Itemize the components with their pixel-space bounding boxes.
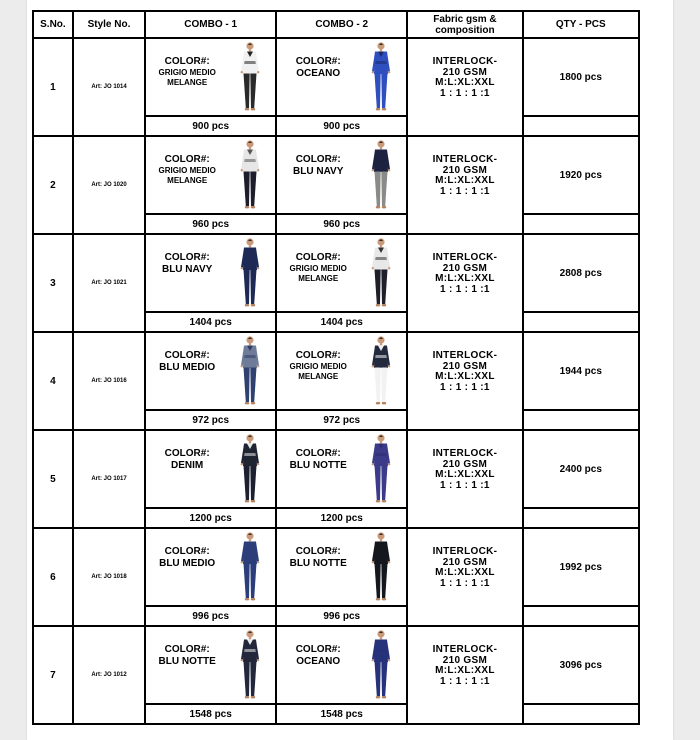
- fabric-line: INTERLOCK-: [432, 350, 498, 361]
- fabric-cell: [407, 234, 522, 332]
- qty-spacer: [523, 508, 639, 528]
- color-name: OCEANO: [296, 68, 341, 79]
- combo2-pcs: 900 pcs: [276, 116, 407, 136]
- qty-cell: 2400 pcs: [523, 430, 639, 508]
- fabric-line: 210 GSM: [442, 164, 488, 176]
- fabric-line: 210 GSM: [442, 360, 488, 372]
- fabric-line: 1 : 1 : 1 :1: [440, 381, 490, 393]
- style-number: Art: JO 1014: [73, 38, 145, 136]
- color-label: COLOR#:: [164, 448, 210, 459]
- combo-cell: [145, 332, 276, 410]
- model-photo: [237, 237, 263, 309]
- fabric-line: M:L:XL:XXL: [435, 175, 495, 186]
- row-number: 4: [33, 332, 73, 430]
- color-name: BLU NOTTE: [289, 460, 347, 471]
- table-row: [33, 332, 639, 410]
- combo-cell: [276, 332, 407, 410]
- combo2-pcs: 1548 pcs: [276, 704, 407, 724]
- header-fabric: Fabric gsm & composition: [407, 11, 522, 38]
- fabric-line: INTERLOCK-: [432, 252, 498, 263]
- combo-cell: [145, 234, 276, 312]
- qty-cell: 1992 pcs: [523, 528, 639, 606]
- fabric-line: INTERLOCK-: [432, 448, 498, 459]
- combo2-pcs: 960 pcs: [276, 214, 407, 234]
- combo-cell: [276, 136, 407, 214]
- qty-cell: 1944 pcs: [523, 332, 639, 410]
- color-label: COLOR#:: [164, 644, 210, 655]
- fabric-line: M:L:XL:XXL: [435, 665, 495, 676]
- combo2-pcs: 1200 pcs: [276, 508, 407, 528]
- fabric-line: 210 GSM: [442, 262, 488, 274]
- qty-cell: 3096 pcs: [523, 626, 639, 704]
- style-number: Art: JO 1021: [73, 234, 145, 332]
- combo1-pcs: 1548 pcs: [145, 704, 276, 724]
- model-photo: [368, 139, 394, 211]
- color-label: COLOR#:: [295, 252, 341, 263]
- qty-cell: 1920 pcs: [523, 136, 639, 214]
- fabric-line: M:L:XL:XXL: [435, 273, 495, 284]
- combo1-pcs: 900 pcs: [145, 116, 276, 136]
- color-label: COLOR#:: [164, 252, 210, 263]
- fabric-cell: [407, 38, 522, 136]
- style-number: Art: JO 1016: [73, 332, 145, 430]
- fabric-line: M:L:XL:XXL: [435, 567, 495, 578]
- fabric-line: 1 : 1 : 1 :1: [440, 87, 490, 99]
- color-label: COLOR#:: [295, 644, 341, 655]
- fabric-line: M:L:XL:XXL: [435, 371, 495, 382]
- color-label: COLOR#:: [295, 546, 341, 557]
- header-combo1: COMBO - 1: [145, 11, 276, 38]
- fabric-line: INTERLOCK-: [432, 644, 498, 655]
- color-label: COLOR#:: [295, 56, 341, 67]
- combo-cell: [145, 430, 276, 508]
- style-number: Art: JO 1018: [73, 528, 145, 626]
- header-qty: QTY - PCS: [523, 11, 639, 38]
- combo2-pcs: 1404 pcs: [276, 312, 407, 332]
- row-number: 1: [33, 38, 73, 136]
- table-row: [33, 136, 639, 214]
- combo-cell: [145, 528, 276, 606]
- fabric-line: 210 GSM: [442, 654, 488, 666]
- header-combo2: COMBO - 2: [276, 11, 407, 38]
- table-row: [33, 528, 639, 606]
- color-label: COLOR#:: [164, 56, 210, 67]
- row-number: 6: [33, 528, 73, 626]
- combo1-pcs: 1404 pcs: [145, 312, 276, 332]
- qty-spacer: [523, 704, 639, 724]
- combo1-pcs: 1200 pcs: [145, 508, 276, 528]
- header-sno: S.No.: [33, 11, 73, 38]
- color-name: BLU NAVY: [161, 264, 213, 275]
- model-photo: [368, 433, 394, 505]
- color-name: BLU NOTTE: [158, 656, 216, 667]
- row-number: 7: [33, 626, 73, 724]
- style-number: Art: JO 1017: [73, 430, 145, 528]
- fabric-cell: [407, 430, 522, 528]
- model-photo: [368, 531, 394, 603]
- color-name: GRIGIO MEDIO MELANGE: [158, 166, 216, 185]
- combo1-pcs: 996 pcs: [145, 606, 276, 626]
- color-label: COLOR#:: [295, 350, 341, 361]
- header-row: [33, 11, 639, 38]
- fabric-line: 1 : 1 : 1 :1: [440, 479, 490, 491]
- combo2-pcs: 972 pcs: [276, 410, 407, 430]
- fabric-line: 210 GSM: [442, 66, 488, 78]
- style-number: Art: JO 1020: [73, 136, 145, 234]
- combo1-pcs: 972 pcs: [145, 410, 276, 430]
- model-photo: [237, 41, 263, 113]
- color-name: BLU MEDIO: [159, 558, 216, 569]
- fabric-cell: [407, 332, 522, 430]
- color-name: BLU NAVY: [293, 166, 344, 177]
- table-row: [33, 430, 639, 508]
- fabric-line: 210 GSM: [442, 556, 488, 568]
- model-photo: [237, 433, 263, 505]
- model-photo: [237, 139, 263, 211]
- row-number: 3: [33, 234, 73, 332]
- qty-cell: 1800 pcs: [523, 38, 639, 116]
- combo-cell: [276, 528, 407, 606]
- order-table: [32, 10, 640, 725]
- fabric-line: INTERLOCK-: [432, 56, 498, 67]
- style-number: Art: JO 1012: [73, 626, 145, 724]
- fabric-line: INTERLOCK-: [432, 546, 498, 557]
- header-style: Style No.: [73, 11, 145, 38]
- model-photo: [368, 335, 394, 407]
- fabric-line: 1 : 1 : 1 :1: [440, 185, 490, 197]
- color-name: OCEANO: [296, 656, 341, 667]
- model-photo: [368, 629, 394, 701]
- combo-cell: [145, 38, 276, 116]
- color-name: DENIM: [171, 460, 204, 471]
- fabric-line: 1 : 1 : 1 :1: [440, 283, 490, 295]
- color-name: GRIGIO MEDIO MELANGE: [289, 362, 347, 381]
- qty-spacer: [523, 312, 639, 332]
- model-photo: [237, 531, 263, 603]
- color-label: COLOR#:: [164, 350, 210, 361]
- model-photo: [237, 335, 263, 407]
- combo-cell: [276, 38, 407, 116]
- fabric-line: 1 : 1 : 1 :1: [440, 577, 490, 589]
- model-photo: [368, 237, 394, 309]
- fabric-line: INTERLOCK-: [432, 154, 498, 165]
- fabric-line: M:L:XL:XXL: [435, 469, 495, 480]
- table-row: [33, 626, 639, 704]
- model-photo: [237, 629, 263, 701]
- combo-cell: [276, 234, 407, 312]
- combo1-pcs: 960 pcs: [145, 214, 276, 234]
- color-name: GRIGIO MEDIO MELANGE: [158, 68, 216, 87]
- color-name: GRIGIO MEDIO MELANGE: [289, 264, 347, 283]
- qty-spacer: [523, 606, 639, 626]
- fabric-line: M:L:XL:XXL: [435, 77, 495, 88]
- table-row: [33, 38, 639, 116]
- combo-cell: [276, 430, 407, 508]
- row-number: 2: [33, 136, 73, 234]
- color-label: COLOR#:: [295, 448, 341, 459]
- model-photo: [368, 41, 394, 113]
- color-name: BLU NOTTE: [289, 558, 347, 569]
- fabric-cell: [407, 528, 522, 626]
- fabric-line: 210 GSM: [442, 458, 488, 470]
- qty-spacer: [523, 214, 639, 234]
- color-label: COLOR#:: [164, 154, 210, 165]
- combo-cell: [145, 136, 276, 214]
- color-label: COLOR#:: [164, 546, 210, 557]
- qty-cell: 2808 pcs: [523, 234, 639, 312]
- qty-spacer: [523, 410, 639, 430]
- combo-cell: [276, 626, 407, 704]
- color-label: COLOR#:: [295, 154, 341, 165]
- combo2-pcs: 996 pcs: [276, 606, 407, 626]
- table-row: [33, 234, 639, 312]
- fabric-cell: [407, 626, 522, 724]
- combo-cell: [145, 626, 276, 704]
- color-name: BLU MEDIO: [159, 362, 216, 373]
- qty-spacer: [523, 116, 639, 136]
- row-number: 5: [33, 430, 73, 528]
- fabric-cell: [407, 136, 522, 234]
- fabric-line: 1 : 1 : 1 :1: [440, 675, 490, 687]
